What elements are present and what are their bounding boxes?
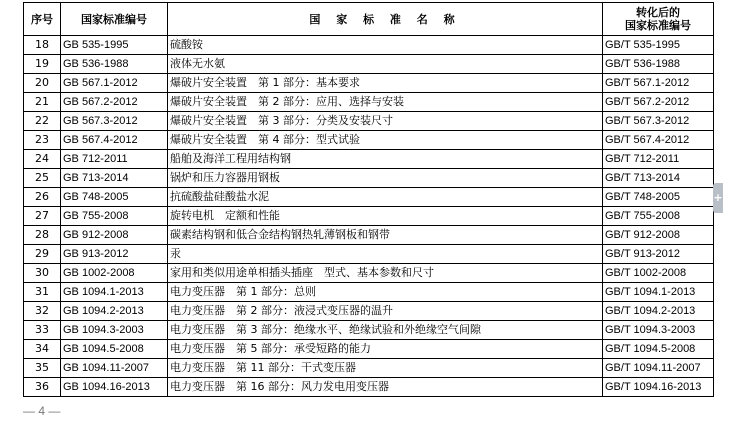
- table-row: [24, 169, 714, 188]
- side-expand-tab[interactable]: [713, 183, 723, 213]
- cell-code: GB 1094.5-2008: [61, 340, 168, 359]
- table-row: [24, 207, 714, 226]
- cell-no: 34: [24, 340, 61, 359]
- cell-no: 18: [24, 36, 61, 55]
- table-header-row: [24, 3, 714, 36]
- cell-converted: GB/T 1094.11-2007: [603, 359, 714, 378]
- cell-name: 汞: [168, 245, 603, 264]
- cell-name: 电力变压器 第 2 部分：液浸式变压器的温升: [168, 302, 603, 321]
- cell-no: 36: [24, 378, 61, 397]
- cell-name: 爆破片安全装置 第 1 部分：基本要求: [168, 74, 603, 93]
- cell-code: GB 567.2-2012: [61, 93, 168, 112]
- cell-no: 25: [24, 169, 61, 188]
- table-row: [24, 226, 714, 245]
- header-converted-line1: 转化后的: [636, 6, 680, 19]
- cell-converted: GB/T 712-2011: [603, 150, 714, 169]
- header-code: 国家标准编号: [61, 3, 168, 36]
- cell-no: 29: [24, 245, 61, 264]
- table-row: [24, 74, 714, 93]
- page-number: — 4 —: [23, 404, 61, 418]
- cell-no: 19: [24, 55, 61, 74]
- cell-name: 爆破片安全装置 第 2 部分：应用、选择与安装: [168, 93, 603, 112]
- cell-name: 电力变压器 第 5 部分：承受短路的能力: [168, 340, 603, 359]
- cell-name: 抗硫酸盐硅酸盐水泥: [168, 188, 603, 207]
- cell-name: 电力变压器 第 1 部分：总则: [168, 283, 603, 302]
- cell-name: 碳素结构钢和低合金结构钢热轧薄钢板和钢带: [168, 226, 603, 245]
- cell-no: 35: [24, 359, 61, 378]
- cell-converted: GB/T 567.1-2012: [603, 74, 714, 93]
- cell-name: 电力变压器 第 11 部分：干式变压器: [168, 359, 603, 378]
- table-row: [24, 302, 714, 321]
- cell-code: GB 1094.11-2007: [61, 359, 168, 378]
- cell-code: GB 712-2011: [61, 150, 168, 169]
- cell-code: GB 755-2008: [61, 207, 168, 226]
- cell-name: 硫酸铵: [168, 36, 603, 55]
- cell-no: 30: [24, 264, 61, 283]
- cell-no: 20: [24, 74, 61, 93]
- cell-converted: GB/T 713-2014: [603, 169, 714, 188]
- table-row: [24, 112, 714, 131]
- cell-code: GB 1094.2-2013: [61, 302, 168, 321]
- plus-icon: +: [713, 191, 723, 204]
- cell-code: GB 567.3-2012: [61, 112, 168, 131]
- header-no: 序号: [24, 3, 61, 36]
- table-row: [24, 321, 714, 340]
- cell-converted: GB/T 567.4-2012: [603, 131, 714, 150]
- table-row: [24, 359, 714, 378]
- cell-name: 船舶及海洋工程用结构钢: [168, 150, 603, 169]
- cell-name: 液体无水氨: [168, 55, 603, 74]
- standards-table: [23, 2, 714, 397]
- cell-no: 31: [24, 283, 61, 302]
- table-row: [24, 150, 714, 169]
- cell-converted: GB/T 1094.2-2013: [603, 302, 714, 321]
- cell-no: 26: [24, 188, 61, 207]
- cell-no: 23: [24, 131, 61, 150]
- cell-no: 27: [24, 207, 61, 226]
- cell-code: GB 535-1995: [61, 36, 168, 55]
- cell-no: 24: [24, 150, 61, 169]
- cell-code: GB 912-2008: [61, 226, 168, 245]
- cell-code: GB 1094.16-2013: [61, 378, 168, 397]
- cell-name: 电力变压器 第 16 部分：风力发电用变压器: [168, 378, 603, 397]
- cell-converted: GB/T 748-2005: [603, 188, 714, 207]
- cell-code: GB 536-1988: [61, 55, 168, 74]
- cell-code: GB 1002-2008: [61, 264, 168, 283]
- cell-converted: GB/T 1094.3-2003: [603, 321, 714, 340]
- table-row: [24, 188, 714, 207]
- table-row: [24, 378, 714, 397]
- cell-name: 旋转电机 定额和性能: [168, 207, 603, 226]
- cell-no: 22: [24, 112, 61, 131]
- cell-converted: GB/T 1094.5-2008: [603, 340, 714, 359]
- table-row: [24, 340, 714, 359]
- table-row: [24, 55, 714, 74]
- cell-code: GB 567.4-2012: [61, 131, 168, 150]
- table-row: [24, 93, 714, 112]
- header-converted-line2: 国家标准编号: [625, 19, 691, 32]
- cell-converted: GB/T 913-2012: [603, 245, 714, 264]
- cell-name: 爆破片安全装置 第 3 部分：分类及安装尺寸: [168, 112, 603, 131]
- cell-converted: GB/T 535-1995: [603, 36, 714, 55]
- cell-name: 爆破片安全装置 第 4 部分：型式试验: [168, 131, 603, 150]
- cell-converted: GB/T 755-2008: [603, 207, 714, 226]
- cell-converted: GB/T 567.2-2012: [603, 93, 714, 112]
- header-name: 国 家 标 准 名 称: [168, 3, 603, 36]
- cell-no: 21: [24, 93, 61, 112]
- cell-converted: GB/T 1002-2008: [603, 264, 714, 283]
- cell-converted: GB/T 912-2008: [603, 226, 714, 245]
- cell-code: GB 748-2005: [61, 188, 168, 207]
- cell-converted: GB/T 1094.16-2013: [603, 378, 714, 397]
- cell-converted: GB/T 567.3-2012: [603, 112, 714, 131]
- cell-converted: GB/T 536-1988: [603, 55, 714, 74]
- cell-no: 32: [24, 302, 61, 321]
- cell-code: GB 1094.1-2013: [61, 283, 168, 302]
- table-row: [24, 36, 714, 55]
- cell-no: 33: [24, 321, 61, 340]
- cell-converted: GB/T 1094.1-2013: [603, 283, 714, 302]
- cell-name: 家用和类似用途单相插头插座 型式、基本参数和尺寸: [168, 264, 603, 283]
- table-row: [24, 264, 714, 283]
- cell-no: 28: [24, 226, 61, 245]
- header-converted: [603, 3, 714, 36]
- cell-code: GB 567.1-2012: [61, 74, 168, 93]
- table-row: [24, 283, 714, 302]
- table-row: [24, 245, 714, 264]
- table-row: [24, 131, 714, 150]
- cell-code: GB 713-2014: [61, 169, 168, 188]
- cell-code: GB 1094.3-2003: [61, 321, 168, 340]
- cell-name: 锅炉和压力容器用钢板: [168, 169, 603, 188]
- cell-code: GB 913-2012: [61, 245, 168, 264]
- table-body: [24, 36, 714, 397]
- cell-name: 电力变压器 第 3 部分：绝缘水平、绝缘试验和外绝缘空气间隙: [168, 321, 603, 340]
